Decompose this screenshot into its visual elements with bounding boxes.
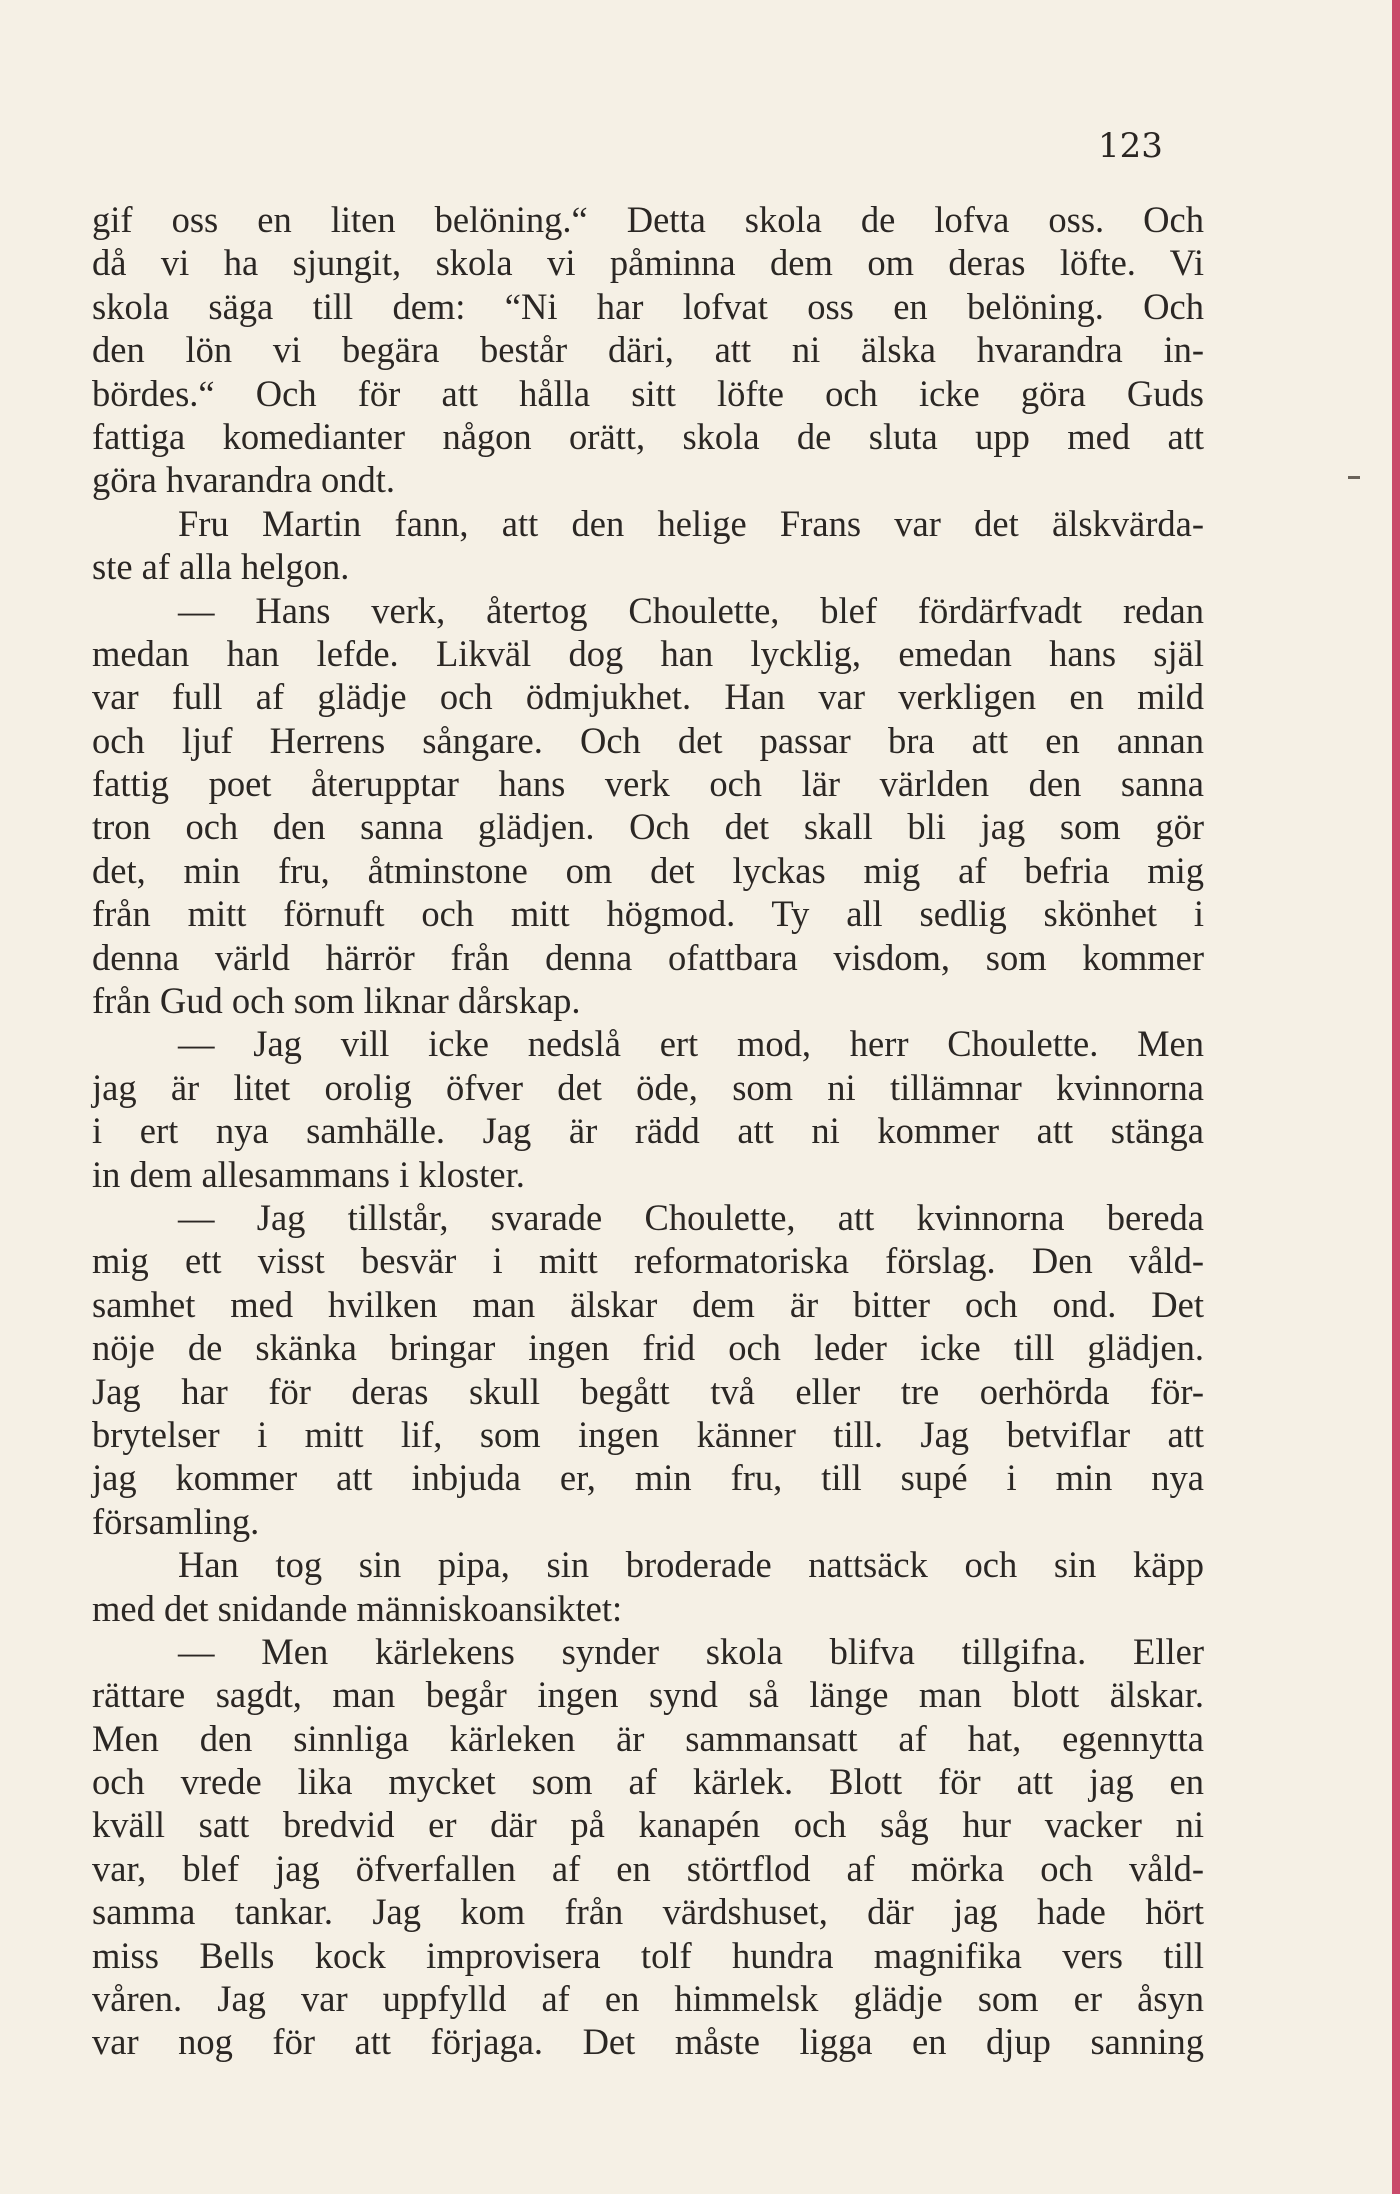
margin-mark [1348, 476, 1360, 479]
text-line: nöje de skänka bringar ingen frid och leder icke till glädjen. [92, 1327, 1204, 1369]
text-line: samhet med hvilken man älskar dem är bitter och ond. Det [92, 1283, 1204, 1325]
text-line: Jag har för deras skull begått två eller tre oerhörda för- [92, 1370, 1204, 1412]
text-line: tron och den sanna glädjen. Och det skall bli jag som gör [92, 806, 1204, 848]
text-line: med det snidande människoansiktet: [92, 1587, 623, 1629]
text-line: rättare sagdt, man begår ingen synd så länge man blott älskar. [92, 1674, 1204, 1716]
text-line: Han tog sin pipa, sin broderade nattsäck och sin käpp [178, 1544, 1204, 1586]
text-line: kväll satt bredvid er där på kanapén och såg hur vacker ni [92, 1804, 1204, 1846]
text-line: våren. Jag var uppfylld af en himmelsk glädje som er åsyn [92, 1978, 1204, 2020]
text-line: jag kommer att inbjuda er, min fru, till supé i min nya [92, 1457, 1204, 1499]
text-line: det, min fru, åtminstone om det lyckas mig af befria mig [92, 849, 1204, 891]
text-line: Men den sinnliga kärleken är sammansatt af hat, egennytta [92, 1717, 1204, 1759]
text-line: Fru Martin fann, att den helige Frans var det älskvärda- [178, 502, 1204, 544]
text-line: från Gud och som liknar dårskap. [92, 980, 581, 1022]
text-line: — Jag vill icke nedslå ert mod, herr Choulette. Men [178, 1023, 1204, 1065]
text-line: fattiga komedianter någon orätt, skola de sluta upp med att [92, 415, 1204, 457]
text-line: medan han lefde. Likväl dog han lycklig, emedan hans själ [92, 632, 1204, 674]
text-line: mig ett visst besvär i mitt reformatoriska förslag. Den våld- [92, 1240, 1204, 1282]
text-line: var, blef jag öfverfallen af en störtflod af mörka och våld- [92, 1847, 1204, 1889]
text-line: brytelser i mitt lif, som ingen känner till. Jag betviflar att [92, 1413, 1204, 1455]
text-line: bördes.“ Och för att hålla sitt löfte och icke göra Guds [92, 372, 1204, 414]
text-line: församling. [92, 1500, 260, 1542]
text-line: — Men kärlekens synder skola blifva tillgifna. Eller [178, 1630, 1204, 1672]
text-line: samma tankar. Jag kom från värdshuset, där jag hade hört [92, 1891, 1204, 1933]
text-line: från mitt förnuft och mitt högmod. Ty all sedlig skönhet i [92, 893, 1204, 935]
text-line: jag är litet orolig öfver det öde, som ni tillämnar kvinnorna [92, 1066, 1204, 1108]
text-line: och ljuf Herrens sångare. Och det passar bra att en annan [92, 719, 1204, 761]
text-line: — Hans verk, återtog Choulette, blef fördärfvadt redan [178, 589, 1204, 631]
text-line: in dem allesammans i kloster. [92, 1153, 525, 1195]
text-line: då vi ha sjungit, skola vi påminna dem om deras löfte. Vi [92, 242, 1204, 284]
page-number: 123 [1098, 126, 1163, 166]
text-line: i ert nya samhälle. Jag är rädd att ni kommer att stänga [92, 1110, 1204, 1152]
text-line: fattig poet återupptar hans verk och lär världen den sanna [92, 763, 1204, 805]
text-line: var nog för att förjaga. Det måste ligga en djup sanning [92, 2021, 1204, 2063]
text-line: den lön vi begära består däri, att ni älska hvarandra in- [92, 329, 1204, 371]
text-line: — Jag tillstår, svarade Choulette, att kvinnorna bereda [178, 1196, 1204, 1238]
text-line: gif oss en liten belöning.“ Detta skola de lofva oss. Och [92, 199, 1204, 240]
text-line: ste af alla helgon. [92, 546, 350, 588]
text-line: och vrede lika mycket som af kärlek. Blott för att jag en [92, 1761, 1204, 1803]
text-line: göra hvarandra ondt. [92, 459, 396, 501]
text-line: miss Bells kock improvisera tolf hundra magnifika vers till [92, 1934, 1204, 1976]
body-text [92, 198, 1204, 2064]
text-line: skola säga till dem: “Ni har lofvat oss en belöning. Och [92, 285, 1204, 327]
text-line: var full af glädje och ödmjukhet. Han var verkligen en mild [92, 676, 1204, 718]
text-line: denna värld härrör från denna ofattbara visdom, som kommer [92, 936, 1204, 978]
